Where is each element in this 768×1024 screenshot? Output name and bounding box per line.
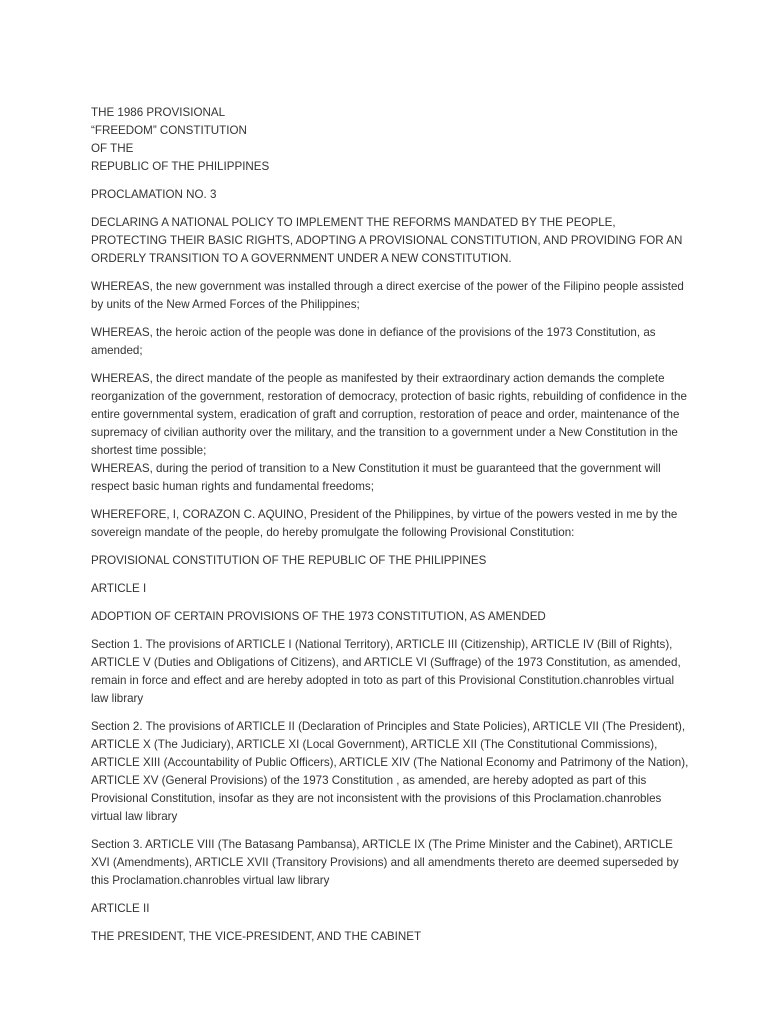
section-paragraph: Section 1. The provisions of ARTICLE I (National Territory), ARTICLE III (Citizenship), ARTICLE IV (Bill of Rights), ARTICLE V (Duties and Obligations of Citizens), and ARTICLE VI (Suffrage) of the 1973 Constitution, as amended, remain in force and effect and are hereby adopted in toto as part of this Provisional Constitution.chanrobles virtual law library <box>91 638 681 705</box>
article-heading: ARTICLE II <box>91 902 150 915</box>
wherefore-clause: WHEREFORE, I, CORAZON C. AQUINO, President of the Philippines, by virtue of the powers vested in me by the sovereign mandate of the people, do hereby promulgate the following Provisional Constitution: <box>91 508 678 539</box>
whereas-clause: WHEREAS, the new government was installed through a direct exercise of the power of the Filipino people assisted by units of the New Armed Forces of the Philippines; <box>91 280 684 311</box>
section-paragraph: Section 2. The provisions of ARTICLE II (Declaration of Principles and State Policies), ARTICLE VII (The President), ARTICLE X (The Judiciary), ARTICLE XI (Local Government), ARTICLE XII (The Constitutional Commissions), ARTICLE XIII (Accountability of Public Officers), ARTICLE XIV (The National Economy and Patrimony of the Nation), ARTICLE XV (General Provisions) of the 1973 Constitution , as amended, are hereby adopted as part of this Provisional Constitution, insofar as they are not inconsistent with the provisions of this Proclamation.chanrobles virtual law library <box>91 720 689 823</box>
constitution-heading: PROVISIONAL CONSTITUTION OF THE REPUBLIC OF THE PHILIPPINES <box>91 554 487 567</box>
article-heading: ARTICLE I <box>91 582 147 595</box>
article-title: THE PRESIDENT, THE VICE-PRESIDENT, AND THE CABINET <box>91 930 422 943</box>
whereas-clause: WHEREAS, the heroic action of the people was done in defiance of the provisions of the 1973 Constitution, as amended; <box>91 326 656 357</box>
title-line: “FREEDOM” CONSTITUTION <box>91 124 247 137</box>
title-line: THE 1986 PROVISIONAL <box>91 106 226 119</box>
title-line: REPUBLIC OF THE PHILIPPINES <box>91 160 270 173</box>
document-body <box>91 104 691 956</box>
whereas-clause: WHEREAS, during the period of transition to a New Constitution it must be guaranteed that the government will respect basic human rights and fundamental freedoms; <box>91 462 661 493</box>
declaration-paragraph: DECLARING A NATIONAL POLICY TO IMPLEMENT THE REFORMS MANDATED BY THE PEOPLE, PROTECTING THEIR BASIC RIGHTS, ADOPTING A PROVISIONAL CONSTITUTION, AND PROVIDING FOR AN ORDERLY TRANSITION TO A GOVERNMENT UNDER A NEW CONSTITUTION. <box>91 216 683 265</box>
document-title <box>91 104 691 176</box>
whereas-clause: WHEREAS, the direct mandate of the people as manifested by their extraordinary action demands the complete reorganization of the government, restoration of democracy, protection of basic rights, rebuilding of confidence in the entire governmental system, eradication of graft and corruption, restoration of peace and order, maintenance of the supremacy of civilian authority over the military, and the transition to a government under a New Constitution in the shortest time possible; <box>91 372 687 457</box>
section-paragraph: Section 3. ARTICLE VIII (The Batasang Pambansa), ARTICLE IX (The Prime Minister and the Cabinet), ARTICLE XVI (Amendments), ARTICLE XVII (Transitory Provisions) and all amendments thereto are deemed superseded by this Proclamation.chanrobles virtual law library <box>91 838 679 887</box>
article-title: ADOPTION OF CERTAIN PROVISIONS OF THE 1973 CONSTITUTION, AS AMENDED <box>91 610 546 623</box>
title-line: OF THE <box>91 142 134 155</box>
proclamation-number: PROCLAMATION NO. 3 <box>91 188 217 201</box>
